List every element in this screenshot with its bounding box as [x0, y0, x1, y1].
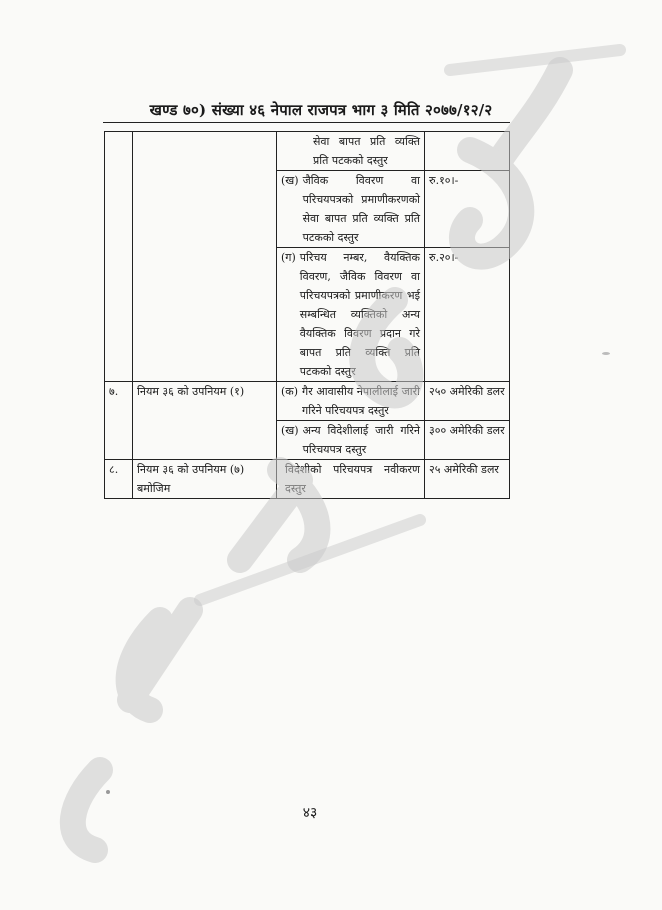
description-cell [277, 248, 425, 382]
rule-cell: नियम ३६ को उपनियम (१) [133, 382, 277, 460]
item-label: (ग) [281, 251, 296, 264]
rule-cell [133, 132, 277, 382]
speck-mark [602, 352, 610, 355]
serial-cell: ७. [105, 382, 133, 460]
description-cell [277, 382, 425, 421]
fee-cell: रु.२०।- [425, 248, 510, 382]
item-text: गैर आवासीय नेपालीलाई जारी गरिने परिचयपत्र दस्तुर [302, 385, 420, 417]
item-label: (ख) [281, 424, 299, 437]
fee-table [104, 131, 510, 499]
serial-cell [105, 132, 133, 382]
rule-cell: नियम ३६ को उपनियम (७) बमोजिम [133, 460, 277, 499]
fee-cell: २५० अमेरिकी डलर [425, 382, 510, 421]
description-cell [277, 171, 425, 248]
fee-cell [425, 132, 510, 171]
item-label: (ख) [281, 174, 299, 187]
item-text: सेवा बापत प्रति व्यक्ति प्रति पटकको दस्तुर [313, 135, 420, 167]
item-text: विदेशीको परिचयपत्र नवीकरण दस्तुर [285, 463, 420, 495]
description-cell [277, 132, 425, 171]
item-text: परिचय नम्बर, वैयक्तिक विवरण, जैविक विवरण वा परिचयपत्रको प्रमाणीकरण भई सम्बन्धित व्यक्तिको अन्य वैयक्तिक विवरण प्रदान गरे बापत प्रति व्यक्ति प्रति पटकको दस्तुर [299, 251, 420, 378]
speck-mark [106, 790, 110, 794]
table-row [105, 460, 510, 499]
item-text: जैविक विवरण वा परिचयपत्रको प्रमाणीकरणको सेवा बापत प्रति व्यक्ति प्रति पटकको दस्तुर [302, 174, 420, 244]
page-number: ४३ [302, 805, 318, 821]
fee-cell: २५ अमेरिकी डलर [425, 460, 510, 499]
table-row [105, 132, 510, 171]
table-row [105, 382, 510, 421]
header-rule [103, 122, 510, 123]
item-text: अन्य विदेशीलाई जारी गरिने परिचयपत्र दस्तुर [302, 424, 420, 456]
gazette-header: खण्ड ७०) संख्या ४६ नेपाल राजपत्र भाग ३ मिति २०७७/१२/२ [149, 101, 493, 119]
description-cell [277, 460, 425, 499]
serial-cell: ८. [105, 460, 133, 499]
item-label: (क) [281, 385, 299, 398]
fee-cell: ३०० अमेरिकी डलर [425, 421, 510, 460]
description-cell [277, 421, 425, 460]
fee-cell: रु.१०।- [425, 171, 510, 248]
